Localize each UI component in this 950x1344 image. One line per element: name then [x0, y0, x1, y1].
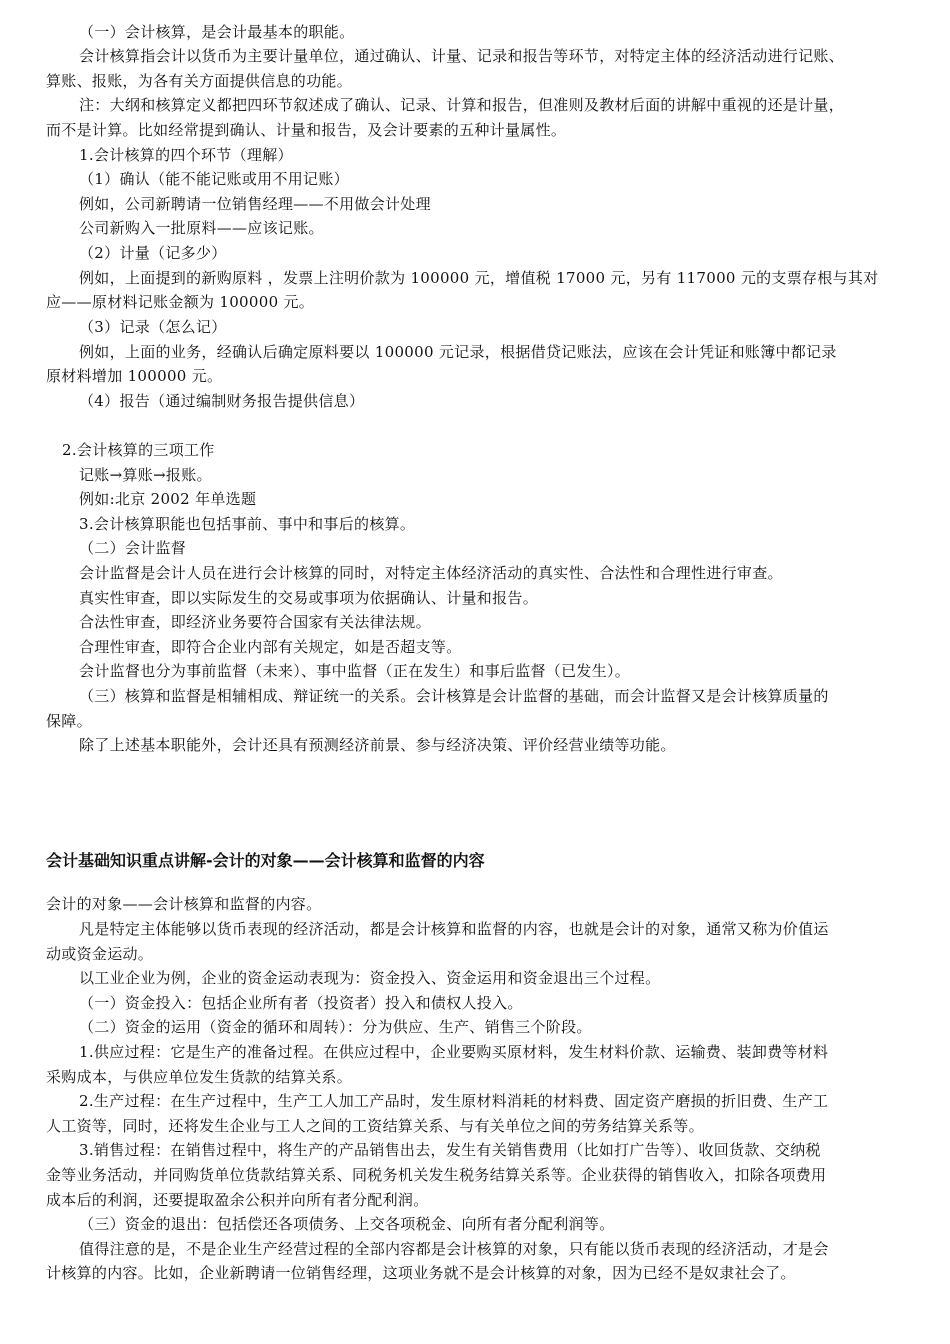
paragraph-line: 人工资等，同时，还将发生企业与工人之间的工资结算关系、与有关单位之间的劳务结算关系等。 [46, 1117, 704, 1135]
paragraph-line: 例如:北京 2002 年单选题 [79, 490, 257, 508]
list-heading: 3.会计核算职能也包括事前、事中和事后的核算。 [79, 515, 416, 533]
paragraph-line: 真实性审查，即以实际发生的交易或事项为依据确认、计量和报告。 [79, 589, 539, 607]
paragraph-line: 例如，公司新聘请一位销售经理——不用做会计处理 [79, 195, 431, 213]
list-item: （4）报告（通过编制财务报告提供信息） [79, 392, 365, 410]
list-item: （2）计量（记多少） [79, 244, 227, 262]
paragraph-line: 例如，上面的业务，经确认后确定原料要以 100000 元记录，根据借贷记账法，应该在会计凭证和账簿中都记录 [79, 343, 837, 361]
paragraph-line: 采购成本，与供应单位发生货款的结算关系。 [46, 1068, 353, 1086]
paragraph-line: 除了上述基本职能外，会计还具有预测经济前景、参与经济决策、评价经营业绩等功能。 [79, 736, 676, 754]
paragraph-line: 保障。 [46, 712, 92, 730]
paragraph-line: 会计监督是会计人员在进行会计核算的同时，对特定主体经济活动的真实性、合法性和合理性进行审查。 [79, 564, 783, 582]
paragraph-line: 凡是特定主体能够以货币表现的经济活动，都是会计核算和监督的内容，也就是会计的对象，通常又称为价值运 [79, 920, 829, 938]
paragraph-line: 公司新购入一批原料——应该记账。 [79, 219, 324, 237]
paragraph-line: 会计的对象——会计核算和监督的内容。 [46, 895, 322, 913]
list-heading: 1.会计核算的四个环节（理解） [79, 146, 293, 164]
list-heading: 2.会计核算的三项工作 [62, 441, 215, 459]
paragraph-line: 会计核算指会计以货币为主要计量单位，通过确认、计量、记录和报告等环节，对特定主体的经济活动进行记账、 [79, 47, 845, 65]
paragraph-line: 应——原材料记账金额为 100000 元。 [46, 293, 315, 311]
paragraph-line: 会计监督也分为事前监督（未来）、事中监督（正在发生）和事后监督（已发生）。 [79, 662, 631, 680]
subheading-accounting-calculation: （一）会计核算，是会计最基本的职能。 [79, 23, 355, 41]
paragraph-line: 金等业务活动，并同购货单位货款结算关系、同税务机关发生税务结算关系等。企业获得的销售收入，扣除各项费用 [46, 1166, 827, 1184]
paragraph-line: 3.销售过程：在销售过程中，将生产的产品销售出去，发生有关销售费用（比如打广告等）、收回货款、交纳税 [79, 1141, 821, 1159]
paragraph-line: 1.供应过程：它是生产的准备过程。在供应过程中，企业要购买原材料，发生材料价款、运输费、装卸费等材料 [79, 1043, 829, 1061]
paragraph-line: 动或资金运动。 [46, 945, 154, 963]
list-item: （1）确认（能不能记账或用不用记账） [79, 170, 349, 188]
paragraph-line: 以工业企业为例，企业的资金运动表现为：资金投入、资金运用和资金退出三个过程。 [79, 969, 661, 987]
list-item: （一）资金投入：包括企业所有者（投资者）投入和债权人投入。 [79, 994, 523, 1012]
paragraph-line: 合理性审查，即符合企业内部有关规定，如是否超支等。 [79, 638, 462, 656]
paragraph-line: 注：大纲和核算定义都把四环节叙述成了确认、记录、计算和报告，但准则及教材后面的讲解中重视的还是计量， [79, 96, 845, 114]
paragraph-line: 原材料增加 100000 元。 [46, 367, 223, 385]
list-item: （3）记录（怎么记） [79, 318, 227, 336]
list-item: （二）资金的运用（资金的循环和周转）：分为供应、生产、销售三个阶段。 [79, 1018, 592, 1036]
paragraph-line: 记账→算账→报账。 [79, 466, 212, 484]
list-item: （三）资金的退出：包括偿还各项债务、上交各项税金、向所有者分配利润等。 [79, 1215, 615, 1233]
paragraph-line: 而不是计算。比如经常提到确认、计量和报告，及会计要素的五种计量属性。 [46, 121, 567, 139]
section-heading: 会计基础知识重点讲解-会计的对象——会计核算和监督的内容 [46, 851, 485, 870]
paragraph-line: 例如，上面提到的新购原料 ，发票上注明价款为 100000 元，增值税 17000 元，另有 117000 元的支票存根与其对 [79, 269, 879, 287]
paragraph-line: 合法性审查，即经济业务要符合国家有关法律法规。 [79, 613, 431, 631]
paragraph-line: 成本后的利润，还要提取盈余公积并向所有者分配利润。 [46, 1191, 429, 1209]
paragraph-line: 2.生产过程：在生产过程中，生产工人加工产品时，发生原材料消耗的材料费、固定资产磨损的折旧费、生产工 [79, 1092, 829, 1110]
paragraph-line: （三）核算和监督是相辅相成、辩证统一的关系。会计核算是会计监督的基础，而会计监督又是会计核算质量的 [79, 687, 829, 705]
paragraph-line: 计核算的内容。比如，企业新聘请一位销售经理，这项业务就不是会计核算的对象，因为已经不是奴隶社会了。 [46, 1264, 796, 1282]
subheading-accounting-supervision: （二）会计监督 [79, 539, 187, 557]
paragraph-line: 算账、报账，为各有关方面提供信息的功能。 [46, 72, 353, 90]
paragraph-line: 值得注意的是，不是企业生产经营过程的全部内容都是会计核算的对象，只有能以货币表现的经济活动，才是会 [79, 1240, 829, 1258]
